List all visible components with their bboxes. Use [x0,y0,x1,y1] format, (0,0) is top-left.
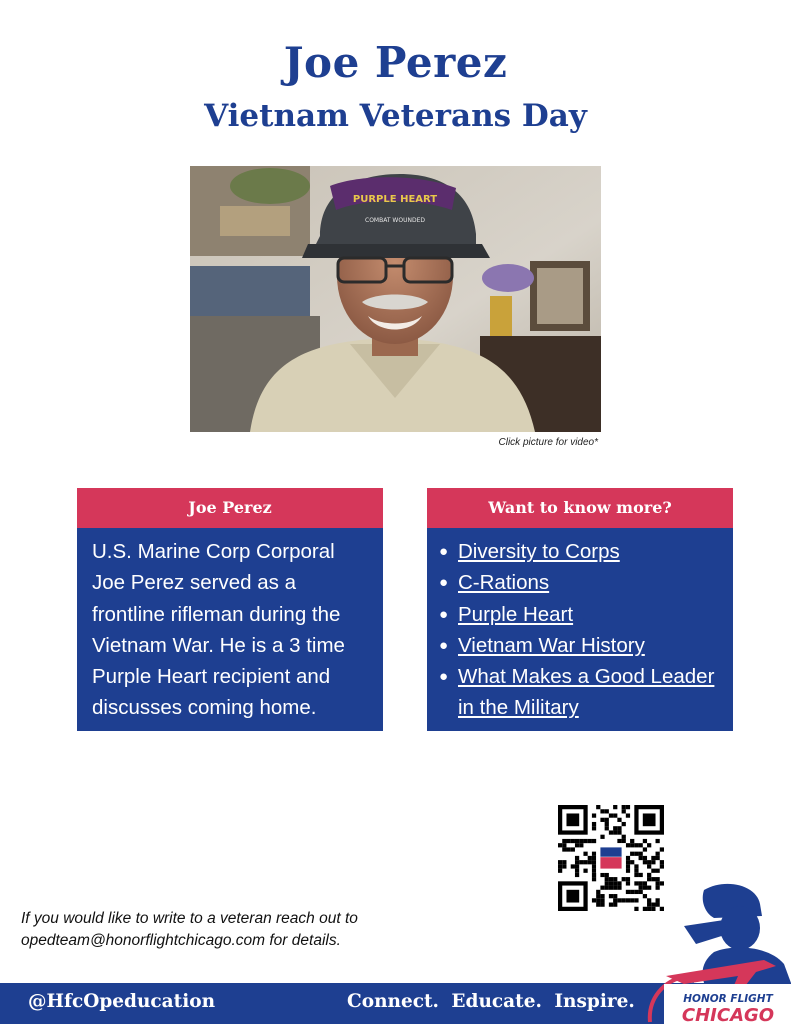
bullet-icon: ● [439,668,449,686]
link-vietnam-war-history[interactable]: Vietnam War History [458,633,645,657]
link-good-leader-military[interactable]: What Makes a Good Leader in the Military [458,665,715,720]
logo-text-line-1: HONOR FLIGHT [683,993,773,1005]
list-item [439,567,727,598]
bullet-icon: ● [439,574,449,592]
list-item [439,630,727,661]
note-line-1: If you would like to write to a veteran reach out to [21,910,358,927]
bio-card [77,488,383,731]
list-item [439,599,727,630]
video-caption: Click picture for video* [498,437,598,448]
resource-link-list [427,528,733,724]
more-info-card-heading: Want to know more? [427,488,733,528]
honor-flight-logo [644,880,791,1024]
page-title: Joe Perez [283,38,508,87]
logo-text-line-2: CHICAGO [681,1005,775,1024]
bullet-icon: ● [439,543,449,560]
cap-patch-subtext: COMBAT WOUNDED [365,217,425,224]
link-purple-heart[interactable]: Purple Heart [458,602,574,626]
bullet-icon: ● [439,605,449,623]
tagline: Connect. Educate. Inspire. [347,991,635,1012]
more-info-card [427,488,733,731]
list-item [439,536,727,567]
cap-patch-text: PURPLE HEART [352,194,438,205]
social-handle[interactable]: @HfcOpeducation [28,991,216,1012]
list-item [439,661,727,724]
note-email: opedteam@honorflightchicago.com for details. [21,932,341,949]
veteran-portrait [190,166,601,432]
write-veteran-note [21,908,481,952]
page-subtitle: Vietnam Veterans Day [204,98,587,134]
bio-card-text: U.S. Marine Corp Corporal Joe Perez served as a frontline rifleman during the Vietnam War. He is a 3 time Purple Heart recipient and discusses coming home. [92,540,345,720]
veteran-video-thumbnail[interactable] [190,166,601,432]
saluting-soldier-icon [644,880,791,1024]
link-diversity-to-corps[interactable]: Diversity to Corps [458,540,620,563]
bio-card-heading: Joe Perez [77,488,383,528]
bullet-icon: ● [439,636,449,654]
link-c-rations[interactable]: C-Rations [458,571,550,595]
